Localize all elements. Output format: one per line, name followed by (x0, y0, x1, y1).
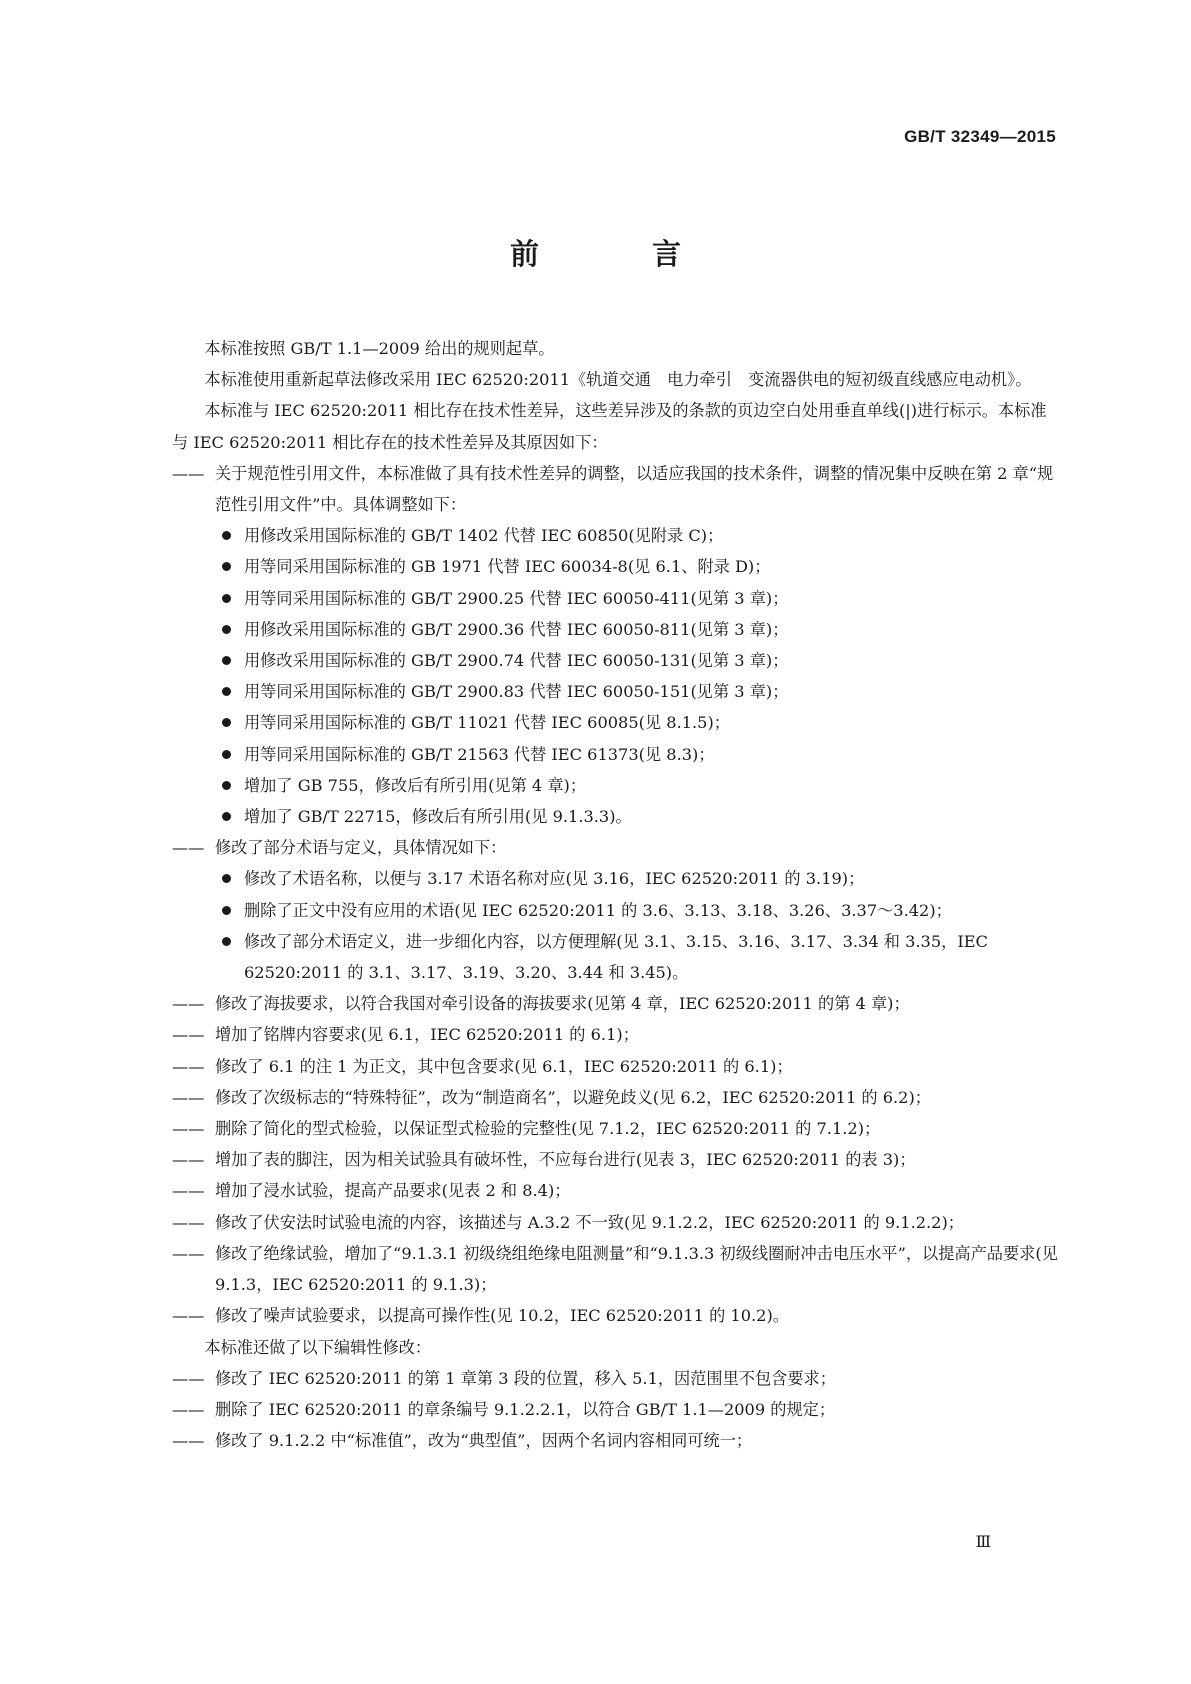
diff-text: 关于规范性引用文件，本标准做了具有技术性差异的调整，以适应我国的技术条件，调整的情况集中反映在第 2 章“规范性引用文件”中。具体调整如下： (215, 463, 1054, 515)
diff-item (172, 458, 1062, 520)
document-body (172, 333, 1062, 1456)
paragraph: 本标准按照 GB/T 1.1—2009 给出的规则起草。 (204, 339, 555, 358)
bullet-icon (222, 906, 231, 915)
diff-item (172, 1019, 1062, 1050)
diff-text: 增加了浸水试验，提高产品要求(见表 2 和 8.4)； (215, 1181, 571, 1201)
diff-item (172, 1175, 1062, 1206)
bullet-item (172, 583, 1062, 614)
diff-item (172, 832, 1062, 863)
bullet-text: 用等同采用国际标准的 GB/T 11021 代替 IEC 60085(见 8.1.5)； (244, 713, 730, 733)
bullet-icon (222, 687, 231, 696)
bullet-icon (222, 625, 231, 634)
bullet-item (172, 801, 1062, 832)
diff-item (172, 1238, 1062, 1300)
dash-mark: —— (172, 838, 205, 858)
bullet-text: 删除了正文中没有应用的术语(见 IEC 62520:2011 的 3.6、3.13、3.18、3.26、3.37～3.42)； (244, 900, 952, 920)
dash-mark: —— (172, 1025, 205, 1045)
dash-mark: —— (172, 1056, 205, 1076)
dash-mark: —— (172, 1431, 205, 1451)
bullet-icon (222, 562, 231, 571)
dash-mark: —— (172, 1306, 205, 1326)
bullet-item (172, 863, 1062, 894)
diff-item (172, 1207, 1062, 1238)
dash-mark: —— (172, 1399, 205, 1419)
bullet-text: 用修改采用国际标准的 GB/T 2900.36 代替 IEC 60050-811(见第 3 章)； (244, 619, 789, 639)
dash-mark: —— (172, 1087, 205, 1107)
bullet-item (172, 926, 1062, 988)
bullet-text: 用等同采用国际标准的 GB/T 21563 代替 IEC 61373(见 8.3)； (244, 744, 715, 764)
bullet-item (172, 739, 1062, 770)
bullet-item (172, 614, 1062, 645)
editorial-text: 修改了 9.1.2.2 中“标准值”，改为“典型值”，因两个名词内容相同可统一； (215, 1431, 753, 1451)
bullet-item (172, 770, 1062, 801)
page-number: Ⅲ (975, 1532, 991, 1551)
diff-item (172, 988, 1062, 1019)
bullet-item (172, 676, 1062, 707)
bullet-text: 用修改采用国际标准的 GB/T 1402 代替 IEC 60850(见附录 C)； (244, 526, 724, 546)
diff-text: 修改了 6.1 的注 1 为正文，其中包含要求(见 6.1，IEC 62520:2011 的 6.1)； (215, 1056, 793, 1076)
diff-text: 修改了伏安法时试验电流的内容，该描述与 A.3.2 不一致(见 9.1.2.2，IEC 62520:2011 的 9.1.2.2)； (215, 1212, 964, 1232)
diff-item (172, 1082, 1062, 1113)
bullet-icon (222, 812, 231, 821)
diff-text: 修改了部分术语与定义，具体情况如下： (215, 838, 507, 858)
bullet-icon (222, 937, 231, 946)
page-title: 前 言 (509, 237, 723, 271)
diff-text: 修改了绝缘试验，增加了“9.1.3.1 初级绕组绝缘电阻测量”和“9.1.3.3 初级线圈耐冲击电压水平”，以提高产品要求(见 9.1.3，IEC 62520:2011 的 9.1.3)； (215, 1243, 1058, 1295)
bullet-text: 用等同采用国际标准的 GB/T 2900.25 代替 IEC 60050-411(见第 3 章)； (244, 588, 789, 608)
editorial-item (172, 1425, 1062, 1456)
diff-text: 删除了简化的型式检验，以保证型式检验的完整性(见 7.1.2，IEC 62520:2011 的 7.1.2)； (215, 1119, 881, 1139)
diff-text: 增加了铭牌内容要求(见 6.1，IEC 62520:2011 的 6.1)； (215, 1025, 639, 1045)
paragraph: 本标准还做了以下编辑性修改： (204, 1337, 432, 1357)
bullet-item (172, 707, 1062, 738)
bullet-text: 增加了 GB/T 22715，修改后有所引用(见 9.1.3.3)。 (244, 807, 632, 827)
editorial-text: 删除了 IEC 62520:2011 的章条编号 9.1.2.2.1，以符合 GB/T 1.1—2009 的规定； (215, 1399, 836, 1419)
bullet-text: 增加了 GB 755，修改后有所引用(见第 4 章)； (244, 775, 587, 795)
diff-item (172, 1113, 1062, 1144)
dash-mark: —— (172, 1150, 205, 1170)
bullet-icon (222, 874, 231, 883)
diff-item (172, 1144, 1062, 1175)
diff-text: 修改了次级标志的“特殊特征”，改为“制造商名”，以避免歧义(见 6.2，IEC 62520:2011 的 6.2)； (215, 1087, 931, 1107)
bullet-item (172, 645, 1062, 676)
bullet-icon (222, 718, 231, 727)
paragraph: 本标准与 IEC 62520:2011 相比存在技术性差异，这些差异涉及的条款的页边空白处用垂直单线(|)进行标示。本标准与 IEC 62520:2011 相比存在的技术性差异及其原因如下： (172, 401, 1047, 452)
bullet-icon (222, 531, 231, 540)
bullet-item (172, 551, 1062, 582)
dash-mark: —— (172, 1181, 205, 1201)
paragraph: 本标准使用重新起草法修改采用 IEC 62520:2011《轨道交通 电力牵引 变流器供电的短初级直线感应电动机》。 (204, 370, 1032, 390)
bullet-icon (222, 594, 231, 603)
bullet-text: 用等同采用国际标准的 GB/T 2900.83 代替 IEC 60050-151(见第 3 章)； (244, 682, 789, 702)
dash-mark: —— (172, 1243, 205, 1263)
editorial-item (172, 1363, 1062, 1394)
dash-mark: —— (172, 1368, 205, 1388)
standard-number: GB/T 32349—2015 (904, 127, 1056, 146)
bullet-icon (222, 750, 231, 759)
editorial-item (172, 1394, 1062, 1425)
diff-item (172, 1051, 1062, 1082)
bullet-icon (222, 781, 231, 790)
bullet-text: 用修改采用国际标准的 GB/T 2900.74 代替 IEC 60050-131(见第 3 章)； (244, 651, 789, 671)
bullet-text: 修改了术语名称，以便与 3.17 术语名称对应(见 3.16，IEC 62520:2011 的 3.19)； (244, 869, 865, 889)
bullet-item (172, 895, 1062, 926)
diff-item (172, 1300, 1062, 1331)
editorial-text: 修改了 IEC 62520:2011 的第 1 章第 3 段的位置，移入 5.1，因范围里不包含要求； (215, 1368, 836, 1388)
dash-mark: —— (172, 994, 205, 1014)
dash-mark: —— (172, 1119, 205, 1139)
dash-mark: —— (172, 463, 205, 483)
diff-text: 增加了表的脚注，因为相关试验具有破坏性，不应每台进行(见表 3，IEC 62520:2011 的表 3)； (215, 1150, 916, 1170)
diff-text: 修改了海拔要求，以符合我国对牵引设备的海拔要求(见第 4 章，IEC 62520:2011 的第 4 章)； (215, 994, 910, 1014)
dash-mark: —— (172, 1212, 205, 1232)
bullet-text: 用等同采用国际标准的 GB 1971 代替 IEC 60034-8(见 6.1、附录 D)； (244, 557, 771, 577)
bullet-icon (222, 656, 231, 665)
bullet-text: 修改了部分术语定义，进一步细化内容，以方便理解(见 3.1、3.15、3.16、3.17、3.34 和 3.35，IEC 62520:2011 的 3.1、3.17、3.19、3.20、3.44 和 3.45)。 (244, 931, 988, 983)
diff-text: 修改了噪声试验要求，以提高可操作性(见 10.2，IEC 62520:2011 的 10.2)。 (215, 1306, 789, 1326)
bullet-item (172, 520, 1062, 551)
